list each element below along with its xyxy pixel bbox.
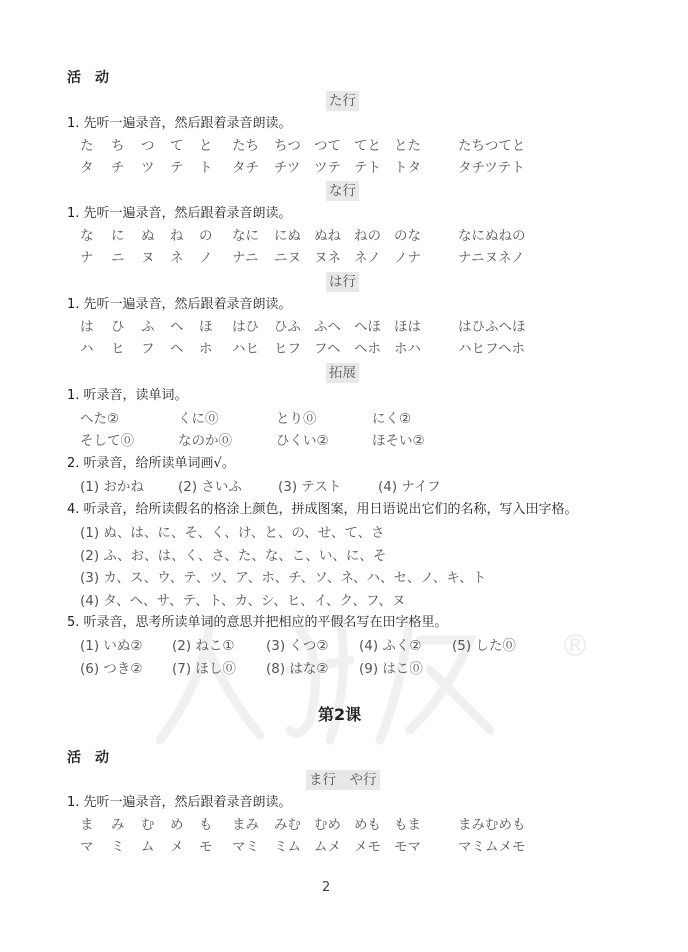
- kana-item: ニヌ: [274, 250, 301, 266]
- kana-item: フヘ: [314, 341, 341, 357]
- word-item: (1) いぬ②: [80, 638, 143, 654]
- kana-item: ミム: [274, 839, 301, 855]
- word-item: へた②: [80, 411, 120, 427]
- word-item: くに⓪: [178, 411, 219, 427]
- kana-item: に: [111, 228, 125, 244]
- kana-item: ち: [111, 138, 125, 154]
- kana-item: み: [111, 817, 125, 833]
- kana-item: モマ: [394, 839, 421, 855]
- kana-item: ト: [199, 160, 213, 176]
- kana-item: め: [170, 817, 184, 833]
- kana-item: ヘホ: [354, 341, 381, 357]
- kana-item: チツ: [274, 160, 301, 176]
- word-item: (3) くつ②: [266, 638, 329, 654]
- kana-item: ホハ: [394, 341, 421, 357]
- kana-item: ふへ: [314, 319, 341, 335]
- section-label-extension: 拓展: [326, 363, 359, 383]
- kana-item: ネ: [170, 250, 184, 266]
- kana-item: ナニヌネノ: [458, 250, 525, 266]
- kana-item: ふ: [141, 319, 155, 335]
- word-item: (6) つき②: [80, 661, 143, 677]
- kana-item: ハ: [80, 341, 94, 357]
- kana-item: ちつ: [274, 138, 301, 154]
- activity-heading-2: 活 动: [67, 750, 109, 766]
- page-number: 2: [322, 880, 331, 895]
- kana-item: ノ: [199, 250, 213, 266]
- kana-item: マミ: [232, 839, 259, 855]
- word-item: (8) はな②: [266, 661, 329, 677]
- kana-item: ム: [141, 839, 155, 855]
- word-item: (7) ほし⓪: [172, 661, 236, 677]
- word-item: ひくい②: [276, 433, 329, 449]
- word-item: ほそい②: [372, 433, 425, 449]
- kana-item: マミムメモ: [458, 839, 526, 855]
- kana-item: てと: [354, 138, 381, 154]
- kana-item: タチ: [232, 160, 259, 176]
- activity-heading: 活 动: [67, 70, 109, 86]
- word-item: そして⓪: [80, 433, 134, 449]
- kana-item: な: [80, 228, 94, 244]
- instruction: 1. 听录音，读单词。: [67, 388, 188, 403]
- kana-item: ハヒ: [232, 341, 259, 357]
- kana-item: ヒフ: [274, 341, 301, 357]
- kana-item: は: [80, 319, 94, 335]
- kana-item: もま: [394, 817, 421, 833]
- kana-item: メモ: [354, 839, 381, 855]
- kana-item: むめ: [314, 817, 341, 833]
- kana-item: ぬね: [314, 228, 341, 244]
- kana-item: ヘ: [170, 341, 184, 357]
- kana-item: みむ: [274, 817, 301, 833]
- instruction: 4. 听录音，给所读假名的格涂上颜色，拼成图案，用日语说出它们的名称，写入田字格。: [67, 502, 578, 517]
- kana-item: なにぬねの: [458, 228, 526, 244]
- kana-list: (1) ぬ、は、に、そ、く、け、と、の、せ、て、さ: [80, 525, 385, 541]
- section-label-1: な行: [326, 181, 359, 201]
- kana-list: (4) タ、ヘ、サ、テ、ト、カ、シ、ヒ、イ、ク、フ、ヌ: [80, 592, 406, 609]
- kana-item: と: [199, 138, 213, 154]
- choice-item: (3) テスト: [278, 479, 342, 495]
- kana-item: ムメ: [314, 839, 341, 855]
- kana-item: も: [199, 817, 213, 833]
- kana-item: トタ: [394, 160, 421, 176]
- kana-item: モ: [199, 839, 213, 855]
- kana-item: む: [141, 817, 155, 833]
- instruction: 1. 先听一遍录音，然后跟着录音朗读。: [67, 206, 292, 221]
- kana-item: ひふ: [274, 319, 301, 335]
- instruction: 1. 先听一遍录音，然后跟着录音朗读。: [67, 116, 292, 131]
- instruction: 1. 先听一遍录音，然后跟着录音朗读。: [67, 795, 292, 810]
- kana-item: チ: [111, 160, 125, 176]
- kana-item: ま: [80, 817, 94, 833]
- kana-item: テト: [354, 160, 381, 176]
- kana-item: たちつてと: [458, 138, 526, 154]
- kana-item: ノナ: [394, 250, 421, 266]
- word-item: なのか⓪: [178, 433, 232, 449]
- kana-item: た: [80, 138, 94, 154]
- kana-item: て: [170, 138, 184, 154]
- section-label-3: ま行 や行: [306, 770, 380, 790]
- kana-item: へほ: [354, 319, 381, 335]
- kana-item: にぬ: [274, 228, 301, 244]
- kana-item: はひ: [232, 319, 259, 335]
- kana-item: タチツテト: [458, 160, 525, 176]
- instruction: 1. 先听一遍录音，然后跟着录音朗读。: [67, 297, 292, 312]
- kana-item: ヒ: [111, 341, 125, 357]
- section-label-2: は行: [326, 272, 359, 292]
- word-item: (4) ふく②: [359, 638, 422, 654]
- lesson-title: 第2课: [318, 705, 362, 724]
- kana-item: フ: [141, 341, 155, 357]
- kana-item: タ: [80, 160, 94, 176]
- instruction: 5. 听录音，思考所读单词的意思并把相应的平假名写在田字格里。: [67, 615, 448, 630]
- section-label-0: た行: [326, 91, 359, 111]
- kana-item: ヌネ: [314, 250, 341, 266]
- kana-item: ツ: [141, 160, 155, 176]
- word-item: (5) した⓪: [452, 638, 516, 654]
- kana-item: まみ: [232, 817, 259, 833]
- kana-item: ヌ: [141, 250, 155, 266]
- kana-item: ほ: [199, 319, 213, 335]
- kana-item: なに: [232, 228, 259, 244]
- kana-item: ホ: [199, 341, 213, 357]
- kana-item: ハヒフヘホ: [458, 341, 525, 357]
- kana-item: ネノ: [354, 250, 381, 266]
- kana-item: ぬ: [141, 228, 155, 244]
- kana-list: (2) ふ、お、は、く、さ、た、な、こ、い、に、そ: [80, 547, 387, 564]
- kana-item: の: [199, 228, 213, 244]
- kana-item: ニ: [111, 250, 125, 266]
- kana-list: (3) カ、ス、ウ、テ、ツ、ア、ホ、チ、ソ、ネ、ハ、セ、ノ、キ、ト: [80, 570, 487, 586]
- registered-mark: ®: [560, 629, 590, 664]
- kana-item: ね: [170, 228, 184, 244]
- kana-item: つて: [314, 138, 341, 154]
- kana-item: めも: [354, 817, 381, 833]
- kana-item: ほは: [394, 319, 421, 335]
- kana-item: まみむめも: [458, 817, 526, 833]
- kana-item: つ: [141, 138, 155, 154]
- choice-item: (4) ナイフ: [378, 479, 441, 495]
- word-item: とり⓪: [276, 411, 317, 427]
- kana-item: のな: [394, 228, 421, 244]
- kana-item: たち: [232, 138, 259, 154]
- kana-item: ツテ: [314, 160, 341, 176]
- kana-item: ねの: [354, 228, 381, 244]
- kana-item: ひ: [111, 319, 125, 335]
- kana-item: ナ: [80, 250, 94, 266]
- kana-item: ナニ: [232, 250, 259, 266]
- word-item: (9) はこ⓪: [359, 661, 423, 677]
- choice-item: (2) さいふ: [178, 479, 242, 495]
- word-item: (2) ねこ①: [172, 638, 235, 654]
- kana-item: はひふへほ: [458, 319, 526, 335]
- kana-item: テ: [170, 160, 184, 176]
- word-item: にく②: [372, 411, 412, 427]
- choice-item: (1) おかね: [80, 479, 144, 495]
- kana-item: ミ: [111, 839, 125, 855]
- instruction: 2. 听录音，给所读单词画√。: [67, 456, 235, 471]
- kana-item: メ: [170, 839, 184, 855]
- kana-item: とた: [394, 138, 421, 154]
- kana-item: マ: [80, 839, 94, 855]
- kana-item: へ: [170, 319, 184, 335]
